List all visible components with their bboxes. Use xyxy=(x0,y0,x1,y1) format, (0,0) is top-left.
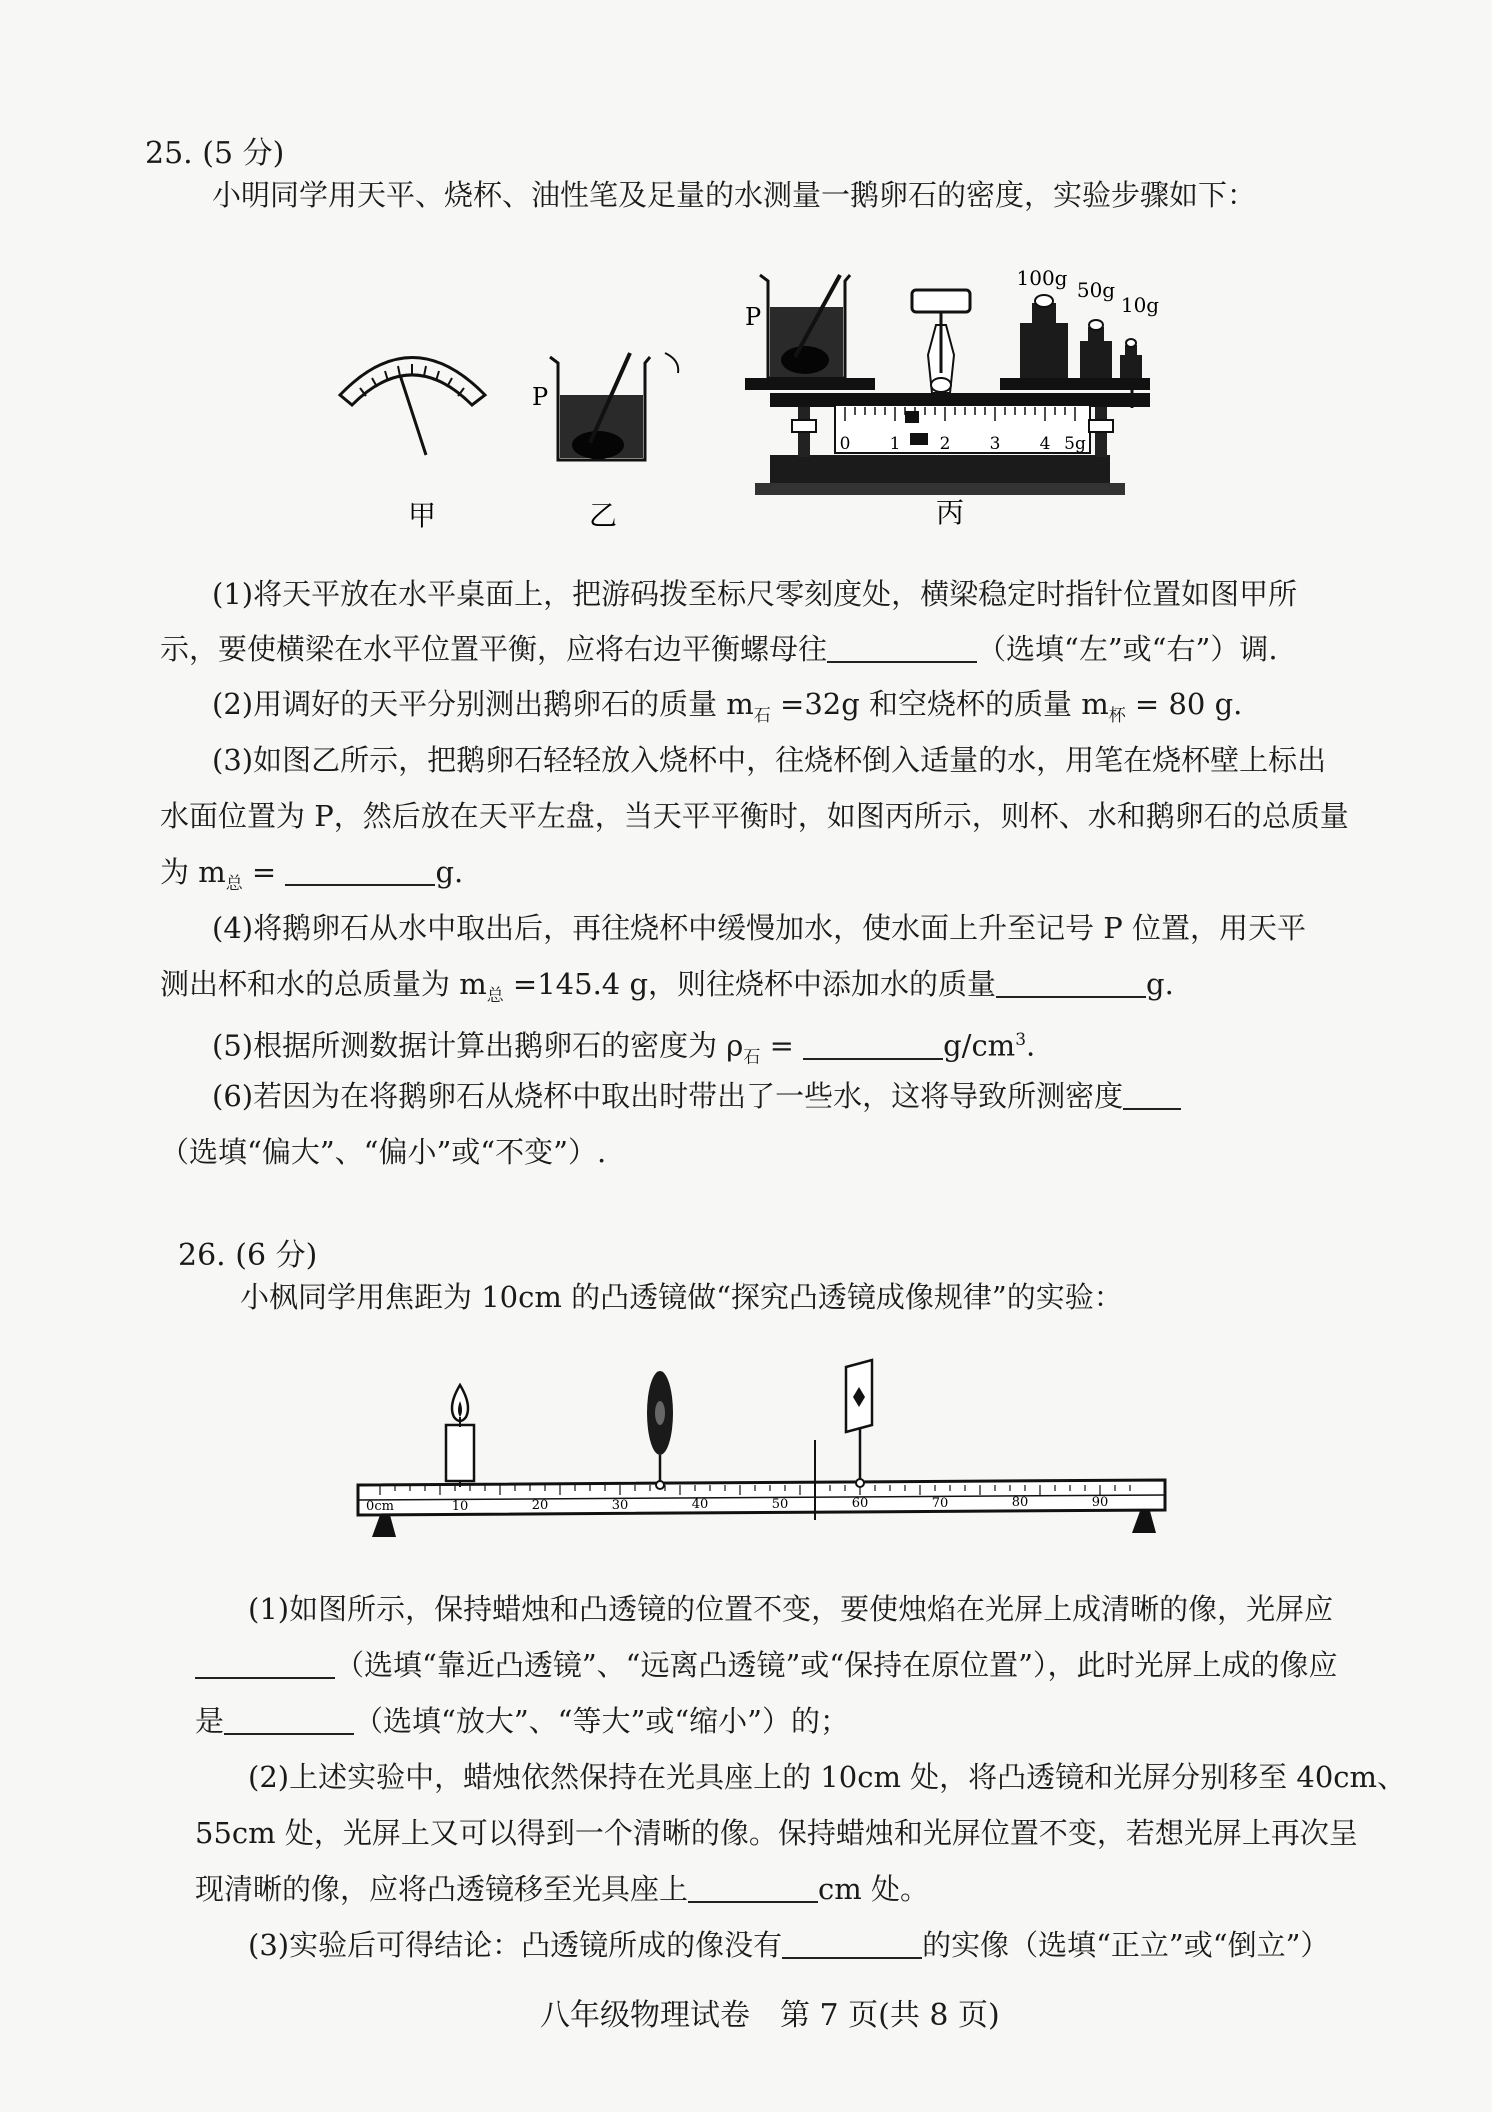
fig-p-label-1: P xyxy=(532,383,549,411)
q25-intro: 小明同学用天平、烧杯、油性笔及足量的水测量一鹅卵石的密度，实验步骤如下： xyxy=(212,178,1257,212)
q26-step1-line1: (1)如图所示，保持蜡烛和凸透镜的位置不变，要使烛焰在光屏上成清晰的像，光屏应 xyxy=(248,1592,1334,1626)
bench-tick-90: 90 xyxy=(1091,1495,1109,1510)
answer-blank-2[interactable] xyxy=(285,854,435,886)
q25-step3-line3: 为 $m_总 = g$. xyxy=(160,855,464,894)
answer-blank-5[interactable] xyxy=(1123,1078,1181,1110)
bench-tick-80: 80 xyxy=(1011,1495,1029,1510)
q25-step2: (2)用调好的天平分别测出鹅卵石的质量 $m_石 =32g$ 和空烧杯的质量 $m_杯 = 80$ g. xyxy=(212,687,1243,726)
q26-step3: (3)实验后可得结论：凸透镜所成的像没有 的实像（选填“正立”或“倒立”） xyxy=(248,1928,1330,1962)
q25-step1-line1: (1)将天平放在水平桌面上，把游码拨至标尺零刻度处，横梁稳定时指针位置如图甲所 xyxy=(212,577,1298,611)
answer-blank-4[interactable] xyxy=(803,1028,943,1060)
bench-tick-10: 10 xyxy=(451,1499,469,1514)
bench-tick-0cm: 0cm xyxy=(366,1499,394,1514)
beaker-figure-yi xyxy=(550,353,678,460)
bench-tick-60: 60 xyxy=(851,1496,869,1511)
fig-label-yi: 乙 xyxy=(588,499,618,532)
answer-blank-1[interactable] xyxy=(827,631,977,663)
convex-lens xyxy=(647,1371,673,1489)
answer-blank-6[interactable] xyxy=(195,1647,335,1679)
weight-100g: 100g xyxy=(1016,266,1068,290)
ruler-tick-2: 2 xyxy=(939,434,951,454)
dial-figure xyxy=(340,358,485,456)
q25-step6-line2: （选填“偏大”、“偏小”或“不变”）. xyxy=(160,1135,607,1169)
page-footer: 八年级物理试卷 第 7 页(共 8 页) xyxy=(540,1998,1000,2033)
q25-step1-line2: 示，要使横梁在水平位置平衡，应将右边平衡螺母往 （选填“左”或“右”）调. xyxy=(160,632,1278,666)
light-screen xyxy=(846,1360,872,1487)
q25-figures xyxy=(300,245,1200,540)
fig-label-bing: 丙 xyxy=(935,496,965,529)
answer-blank-9[interactable] xyxy=(782,1927,922,1959)
ruler-tick-3: 3 xyxy=(989,434,1001,454)
ruler-tick-0: 0 xyxy=(839,434,851,454)
ruler-tick-1: 1 xyxy=(889,434,901,454)
weight-50g: 50g xyxy=(1076,278,1116,302)
q26-step2-line2: 55cm 处，光屏上又可以得到一个清晰的像。保持蜡烛和光屏位置不变，若想光屏上再次呈 xyxy=(195,1816,1358,1850)
answer-blank-8[interactable] xyxy=(688,1871,818,1903)
q25-step5: (5)根据所测数据计算出鹅卵石的密度为 $\rho_石 = g/cm^3$. xyxy=(212,1028,1036,1068)
answer-blank-3[interactable] xyxy=(996,966,1146,998)
answer-blank-7[interactable] xyxy=(224,1703,354,1735)
q25-heading: 25. (5 分) xyxy=(145,136,285,171)
balance-figure xyxy=(745,275,1150,495)
bench-tick-70: 70 xyxy=(931,1496,949,1511)
q25-step4-line1: (4)将鹅卵石从水中取出后，再往烧杯中缓慢加水，使水面上升至记号 P 位置，用天平 xyxy=(212,911,1307,945)
q25-step6-line1: (6)若因为在将鹅卵石从烧杯中取出时带出了一些水，这将导致所测密度 xyxy=(212,1067,1181,1125)
q26-step1-line3: 是 （选填“放大”、“等大”或“缩小”）的； xyxy=(195,1704,849,1738)
bench-tick-50: 50 xyxy=(771,1497,789,1512)
ruler-tick-5g: 5g xyxy=(1064,434,1086,454)
q25-step4-line2: 测出杯和水的总质量为 $m_总 =145.4$ g，则往烧杯中添加水的质量 g. xyxy=(160,967,1174,1006)
bench-tick-40: 40 xyxy=(691,1497,709,1512)
bench-tick-30: 30 xyxy=(611,1498,629,1513)
q25-step3-line2: 水面位置为 P，然后放在天平左盘，当天平平衡时，如图丙所示，则杯、水和鹅卵石的总质量 xyxy=(160,799,1349,833)
fig-label-jia: 甲 xyxy=(407,499,437,532)
weight-10g: 10g xyxy=(1120,293,1160,317)
q26-heading: 26. (6 分) xyxy=(178,1238,318,1273)
bench-tick-20: 20 xyxy=(531,1498,549,1513)
optical-bench-figure xyxy=(350,1355,1180,1565)
q25-step3-line1: (3)如图乙所示，把鹅卵石轻轻放入烧杯中，往烧杯倒入适量的水，用笔在烧杯壁上标出 xyxy=(212,743,1327,777)
q26-step2-line3: 现清晰的像，应将凸透镜移至光具座上 cm 处。 xyxy=(195,1872,929,1906)
fig-p-label-2: P xyxy=(745,303,762,331)
candle xyxy=(446,1385,474,1487)
q26-intro: 小枫同学用焦距为 10cm 的凸透镜做“探究凸透镜成像规律”的实验： xyxy=(240,1280,1123,1314)
ruler-tick-4: 4 xyxy=(1039,434,1051,454)
q26-step1-line2: （选填“靠近凸透镜”、“远离凸透镜”或“保持在原位置”），此时光屏上成的像应 xyxy=(195,1636,1337,1694)
q26-step2-line1: (2)上述实验中，蜡烛依然保持在光具座上的 10cm 处，将凸透镜和光屏分别移至 40cm、 xyxy=(248,1760,1407,1794)
